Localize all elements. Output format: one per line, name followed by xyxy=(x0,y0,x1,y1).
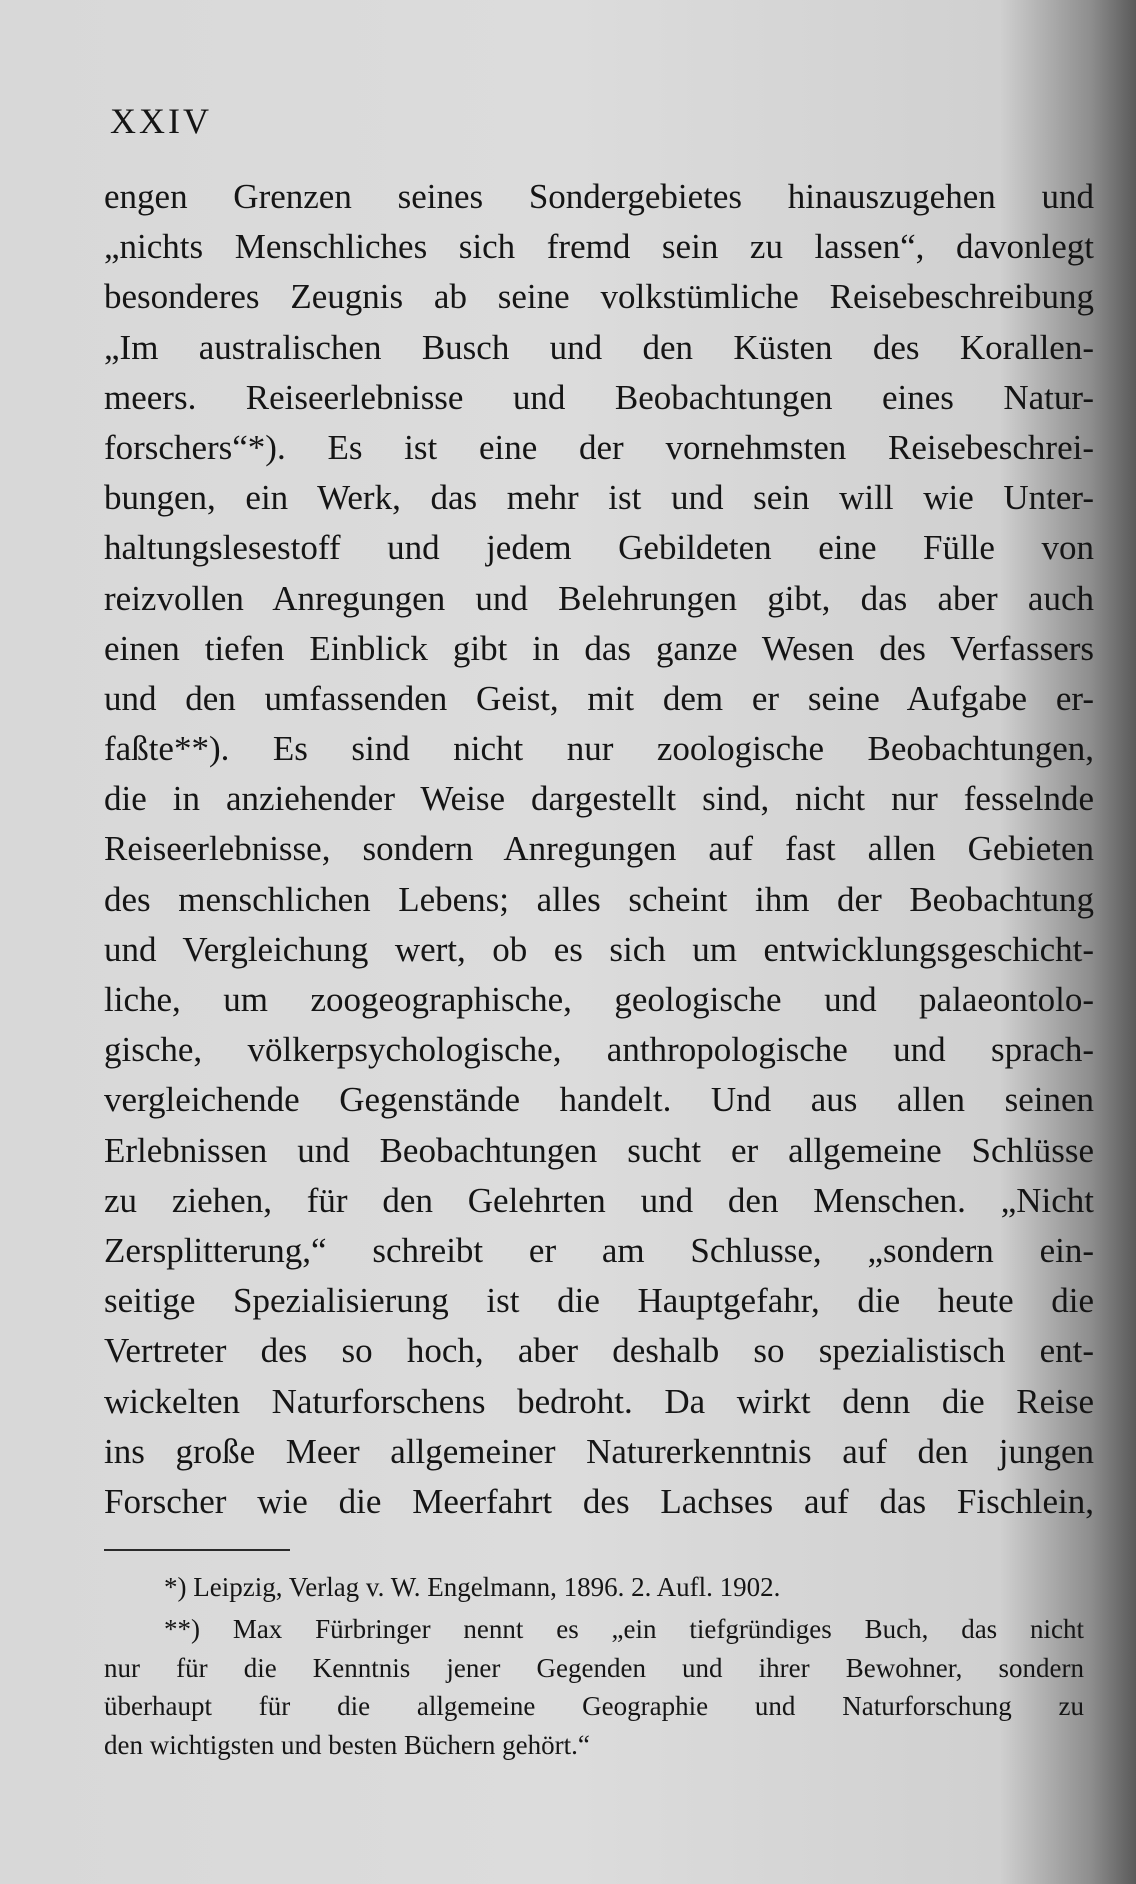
footnote-2-line: überhaupt für die allgemeine Geographie und Naturforschung zu xyxy=(104,1691,1084,1721)
text-line: Forscher wie die Meerfahrt des Lachses auf das Fischlein, xyxy=(104,1481,1094,1521)
text-line: die in anziehender Weise dargestellt sind, nicht nur fesselnde xyxy=(104,779,1094,819)
footnotes xyxy=(104,1565,1084,1764)
text-line: seitige Spezialisierung ist die Hauptgefahr, die heute die xyxy=(104,1281,1094,1321)
footnote-2-line: **) Max Fürbringer nennt es „ein tiefgründiges Buch, das nicht xyxy=(164,1614,1084,1644)
text-line: liche, um zoogeographische, geologische und palaeontolo- xyxy=(104,980,1094,1019)
page-number: XXIV xyxy=(110,101,212,141)
footnote-2-line: nur für die Kenntnis jener Gegenden und ihrer Bewohner, sondern xyxy=(104,1652,1084,1683)
text-line: gische, völkerpsychologische, anthropologische und sprach- xyxy=(104,1030,1094,1070)
text-line: Vertreter des so hoch, aber deshalb so spezialistisch ent- xyxy=(104,1331,1094,1371)
text-line: „nichts Menschliches sich fremd sein zu lassen“, davonlegt xyxy=(104,227,1094,267)
text-line: haltungslesestoff und jedem Gebildeten eine Fülle von xyxy=(104,528,1094,568)
text-line: bungen, ein Werk, das mehr ist und sein will wie Unter- xyxy=(104,478,1094,518)
text-line: engen Grenzen seines Sondergebietes hinauszugehen und xyxy=(104,177,1094,216)
text-line: zu ziehen, für den Gelehrten und den Menschen. „Nicht xyxy=(104,1180,1094,1220)
footnote-separator xyxy=(104,1549,290,1551)
text-line: wickelten Naturforschens bedroht. Da wirkt denn die Reise xyxy=(104,1381,1094,1421)
text-line: Reiseerlebnisse, sondern Anregungen auf fast allen Gebieten xyxy=(104,829,1094,869)
text-line: meers. Reiseerlebnisse und Beobachtungen eines Natur- xyxy=(104,377,1094,417)
text-line: forschers“*). Es ist eine der vornehmsten Reisebeschrei- xyxy=(104,427,1094,467)
body-text xyxy=(104,172,1094,1527)
text-line: faßte**). Es sind nicht nur zoologische Beobachtungen, xyxy=(104,729,1094,769)
text-line: reizvollen Anregungen und Belehrungen gibt, das aber auch xyxy=(104,578,1094,618)
text-line: einen tiefen Einblick gibt in das ganze Wesen des Verfassers xyxy=(104,628,1094,668)
text-line: und Vergleichung wert, ob es sich um entwicklungsgeschicht- xyxy=(104,929,1094,969)
text-line: Erlebnissen und Beobachtungen sucht er allgemeine Schlüsse xyxy=(104,1130,1094,1170)
text-line: „Im australischen Busch und den Küsten des Korallen- xyxy=(104,327,1094,367)
text-line: vergleichende Gegenstände handelt. Und aus allen seinen xyxy=(104,1080,1094,1120)
footnote-2-line: den wichtigsten und besten Büchern gehört.“ xyxy=(104,1729,590,1760)
footnote-1: *) Leipzig, Verlag v. W. Engelmann, 1896. 2. Aufl. 1902. xyxy=(164,1572,781,1602)
text-line: ins große Meer allgemeiner Naturerkenntnis auf den jungen xyxy=(104,1431,1094,1471)
text-line: und den umfassenden Geist, mit dem er seine Aufgabe er- xyxy=(104,678,1094,718)
text-line: Zersplitterung,“ schreibt er am Schlusse, „sondern ein- xyxy=(104,1230,1094,1270)
text-line: besonderes Zeugnis ab seine volkstümliche Reisebeschreibung xyxy=(104,277,1094,317)
text-line: des menschlichen Lebens; alles scheint ihm der Beobachtung xyxy=(104,879,1094,919)
